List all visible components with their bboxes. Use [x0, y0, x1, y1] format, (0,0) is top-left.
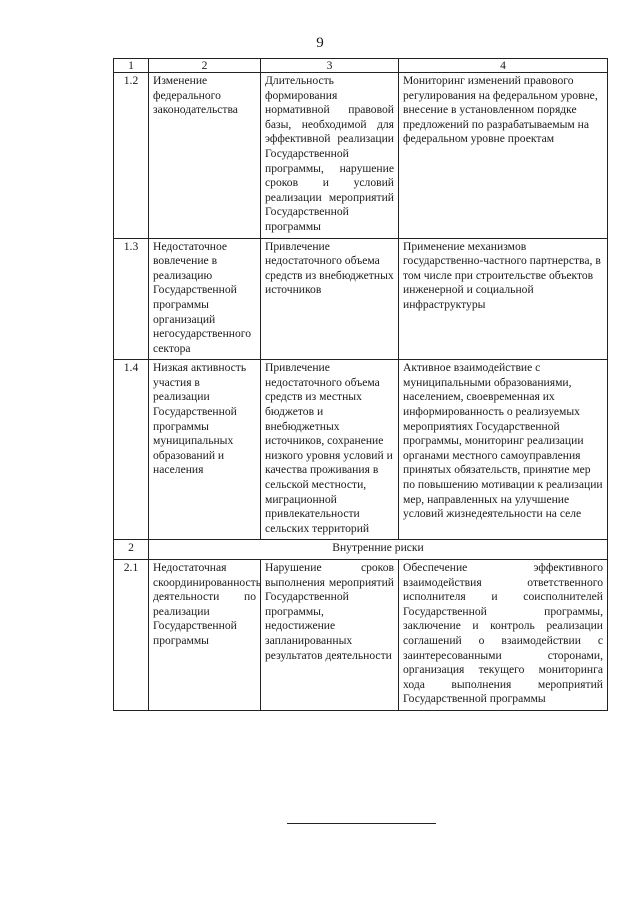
table-row — [114, 238, 608, 360]
section-number: 2 — [114, 540, 149, 560]
table-row — [114, 73, 608, 239]
risk-name: Недостаточная скоординированность деятельности по реализации Государственной программы — [149, 560, 261, 711]
risk-measures: Применение механизмов государственно-частного партнерства, в том числе при строительстве объектов инженерной и социальной инфраструктуры — [399, 238, 608, 360]
section-title: Внутренние риски — [149, 540, 608, 560]
risk-table — [113, 58, 608, 711]
risk-measures: Обеспечение эффективного взаимодействия ответственного исполнителя и соисполнителей Государственной программы, заключение и контроль реализации соглашений о взаимодействии с заинтересованными сторонами, организация текущего мониторинга хода выполнения мероприятий Государственной программы — [399, 560, 608, 711]
table-row — [114, 560, 608, 711]
row-number: 2.1 — [114, 560, 149, 711]
risk-name: Низкая активность участия в реализации Государственной программы муниципальных образований и населения — [149, 360, 261, 540]
bottom-divider — [287, 823, 436, 824]
table-header-row — [114, 59, 608, 73]
header-cell-3: 3 — [261, 59, 399, 73]
risk-description: Длительность формирования нормативной правовой базы, необходимой для эффективной реализации Государственной программы, нарушение сроков и условий реализации мероприятий Государственной программы — [261, 73, 399, 239]
table-row — [114, 360, 608, 540]
row-number: 1.4 — [114, 360, 149, 540]
risk-description: Нарушение сроков выполнения мероприятий Государственной программы, недостижение запланированных результатов деятельности — [261, 560, 399, 711]
row-number: 1.3 — [114, 238, 149, 360]
risk-description: Привлечение недостаточного объема средств из местных бюджетов и внебюджетных источников, сохранение низкого уровня условий и качества проживания в сельской местности, миграционной привлекательности сельских территорий — [261, 360, 399, 540]
header-cell-4: 4 — [399, 59, 608, 73]
risk-name: Недостаточное вовлечение в реализацию Государственной программы организаций негосударственного сектора — [149, 238, 261, 360]
row-number: 1.2 — [114, 73, 149, 239]
page-number: 9 — [316, 35, 324, 51]
risk-description: Привлечение недостаточного объема средств из внебюджетных источников — [261, 238, 399, 360]
header-cell-2: 2 — [149, 59, 261, 73]
risk-measures: Мониторинг изменений правового регулирования на федеральном уровне, внесение в установленном порядке предложений по разрабатываемым на федеральном уровне проектам — [399, 73, 608, 239]
risk-measures: Активное взаимодействие с муниципальными образованиями, населением, своевременная их информированность о реализуемых мероприятиях Государственной программы, мониторинг реализации органами местного самоуправления принятых обязательств, принятие мер по повышению мотивации к реализации мер, направленных на улучшение условий жизнедеятельности на селе — [399, 360, 608, 540]
risk-name: Изменение федерального законодательства — [149, 73, 261, 239]
header-cell-1: 1 — [114, 59, 149, 73]
section-row — [114, 540, 608, 560]
